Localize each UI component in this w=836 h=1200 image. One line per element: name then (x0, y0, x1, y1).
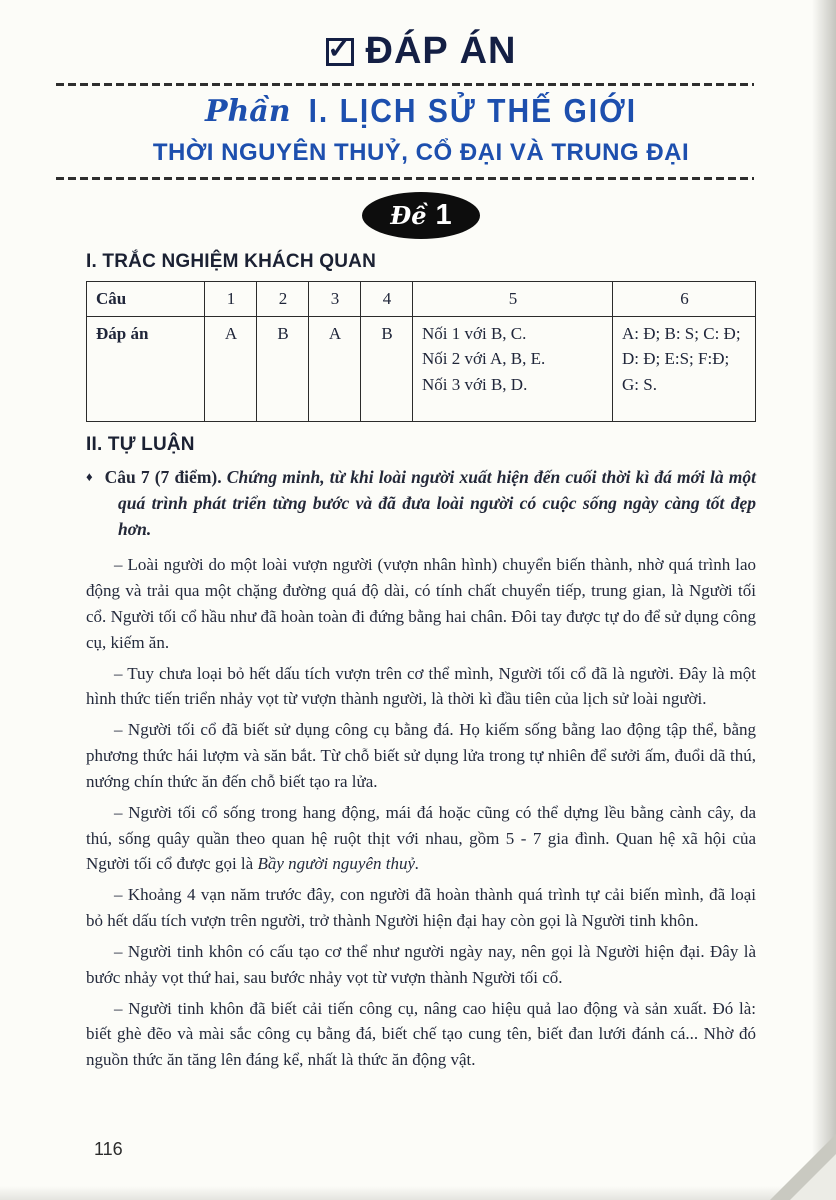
table-header-row (87, 282, 756, 317)
exam-badge-wrap (86, 192, 756, 239)
paragraph-text: – Người tối cổ sống trong hang động, mái đá hoặc cũng có thể dựng lều bằng cành cây, da thú, sống quây quần theo quan hệ ruột thịt với nhau, gồm 5 - 7 gia đình. Quan hệ xã hội của Người tối cổ được gọi là (86, 802, 756, 874)
essay-paragraph-6 (86, 939, 756, 991)
table-col-header-2: 2 (257, 282, 309, 317)
divider-dashed-top (56, 83, 754, 86)
paragraph-italic: Bầy người nguyên thuỷ. (257, 854, 420, 874)
answer-cell-6 (613, 316, 756, 421)
table-corner-cell: Câu (87, 282, 205, 317)
table-col-header-6: 6 (613, 282, 756, 317)
answer-cell-1: A (205, 316, 257, 421)
scan-shadow-bottom (0, 1186, 836, 1200)
page-number: 116 (94, 1139, 123, 1159)
page-content (86, 30, 756, 1078)
answer-5-line: Nối 2 với A, B, E. (422, 349, 546, 368)
paragraph-text: – Loài người do một loài vượn người (vượn nhân hình) chuyển biến thành, nhờ quá trình lao động và trải qua một chặng đường quá độ dài, có tính chất chuyển tiếp, trung gian, là Người tối cổ. Người tối cổ hầu như đã hoàn toàn đi đứng bằng hai chân. Đôi tay được tự do để sử dụng công cụ, kiếm ăn. (86, 555, 756, 652)
part-label: Phần (204, 94, 291, 129)
answer-cell-2: B (257, 316, 309, 421)
checkbox-checked-icon (326, 32, 354, 66)
page-curl (790, 1154, 836, 1200)
part-subtitle: THỜI NGUYÊN THUỶ, CỔ ĐẠI VÀ TRUNG ĐẠI (152, 139, 690, 166)
table-col-header-4: 4 (361, 282, 413, 317)
answer-5-line: Nối 1 với B, C. (422, 323, 527, 343)
answer-cell-3: A (309, 316, 361, 421)
check-mark-icon: ✓ (327, 32, 352, 64)
diamond-bullet-icon: ♦ (86, 468, 94, 484)
exam-badge-number: 1 (435, 199, 452, 231)
divider-dashed-bottom (56, 177, 754, 180)
essay-paragraph-4 (86, 800, 756, 877)
paragraph-text: – Người tối cổ đã biết sử dụng công cụ bằng đá. Họ kiếm sống bằng lao động tập thể, bằng phương thức hái lượm và săn bắt. Từ chỗ biết sử dụng lửa trong tự nhiên để sưởi ấm, đuổi dã thú, nướng chín thức ăn đến chỗ biết tạo ra lửa. (86, 720, 756, 791)
table-col-header-5: 5 (413, 282, 613, 317)
part-heading (86, 94, 756, 129)
question-text: Chứng minh, từ khi loài người xuất hiện đến cuối thời kì đá mới là một quá trình phát triển từng bước và đã đưa loài người có cuộc sống ngày càng tốt đẹp hơn. (118, 466, 757, 539)
table-col-header-1: 1 (205, 282, 257, 317)
answer-6-line: A: Đ; B: S; C: Đ; (622, 323, 741, 343)
answer-5-line: Nối 3 với B, D. (422, 374, 528, 394)
answer-table (86, 281, 756, 422)
answer-cell-5 (413, 316, 613, 421)
essay-paragraph-5 (86, 882, 756, 934)
essay-paragraph-3 (86, 717, 756, 794)
section-objective-title: I. TRẮC NGHIỆM KHÁCH QUAN (86, 251, 376, 272)
table-row-label: Đáp án (87, 316, 205, 421)
question-label: Câu 7 (7 điểm). (104, 466, 222, 487)
paragraph-text: – Người tinh khôn đã biết cải tiến công cụ, nâng cao hiệu quả lao động và sản xuất. Đó là: biết ghè đẽo và mài sắc công cụ bằng đá, biết chế tạo cung tên, biết đan lưới đánh cá... Nhờ đó nguồn thức ăn tăng lên đáng kể, nhất là thức ăn động vật. (86, 998, 756, 1070)
paragraph-text: – Tuy chưa loại bỏ hết dấu tích vượn trên cơ thể mình, Người tối cổ đã là người. Đây là một hình thức tiến triển nhảy vọt từ vượn thành người, là thời kì đầu tiên của lịch sử loài người. (86, 663, 756, 709)
essay-paragraph-2 (86, 661, 756, 713)
scan-shadow-right (812, 0, 836, 1200)
table-answer-row (87, 316, 756, 421)
paragraph-text: – Khoảng 4 vạn năm trước đây, con người đã hoàn thành quá trình tự cải biến mình, đã loại bỏ hết dấu tích vượn trên người, trở thành Người hiện đại hay còn gọi là Người tinh khôn. (86, 885, 756, 931)
essay-question (86, 464, 756, 543)
essay-paragraph-1 (86, 552, 756, 655)
paragraph-text: – Người tinh khôn có cấu tạo cơ thể như người ngày nay, nên gọi là Người hiện đại. Đây là bước nhảy vọt thứ hai, sau bước nhảy vọt từ vượn thành Người tối cổ. (86, 941, 756, 987)
table-col-header-3: 3 (309, 282, 361, 317)
page-title (86, 30, 756, 73)
section-essay-title: II. TỰ LUẬN (86, 433, 195, 455)
answer-cell-4: B (361, 316, 413, 421)
exam-badge-label: Đề (390, 201, 427, 230)
exam-badge (362, 192, 480, 239)
page-title-text: ĐÁP ÁN (365, 30, 517, 72)
part-title: I. LỊCH SỬ THẾ GIỚI (308, 92, 638, 130)
answer-6-line: D: Đ; E:S; F:Đ; G: S. (622, 349, 730, 394)
essay-paragraph-7 (86, 996, 756, 1073)
